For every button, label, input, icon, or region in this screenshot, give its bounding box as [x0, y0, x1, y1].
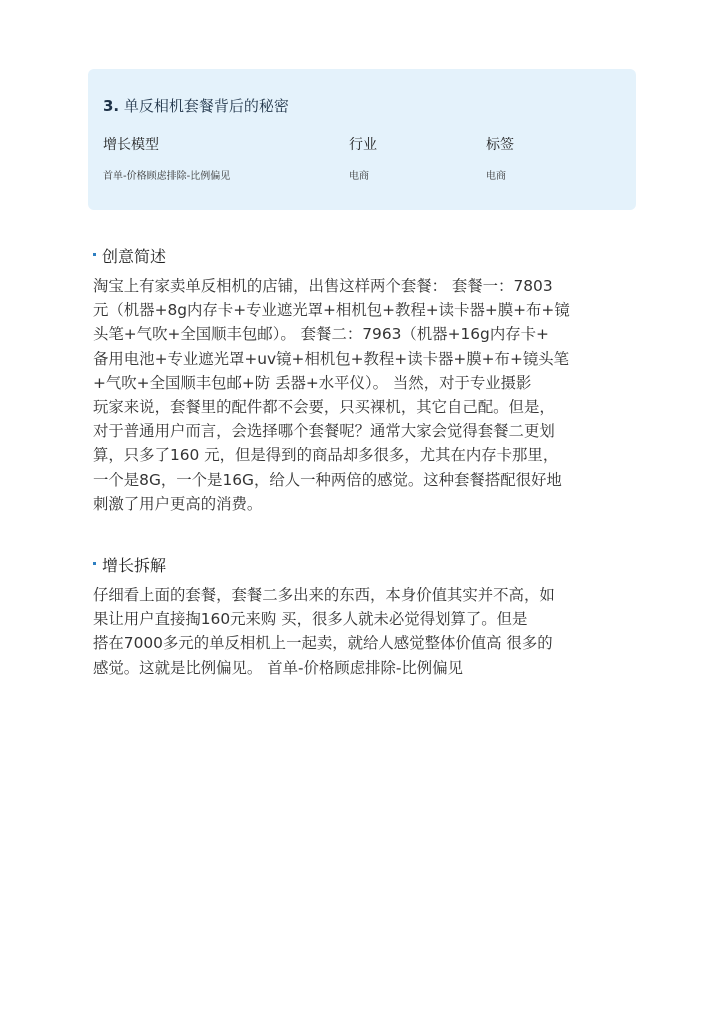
header-industry: 行业 — [349, 137, 377, 153]
paragraph-line: 仔细看上面的套餐，套餐二多出来的东西，本身价值其实并不高，如 — [93, 586, 555, 604]
section-heading-label: 创意简述 — [102, 247, 167, 266]
section-heading-creative-summary — [93, 244, 166, 267]
paragraph-line: 刺激了用户更高的消费。 — [93, 494, 263, 513]
section-heading-growth-breakdown — [93, 553, 166, 576]
header-growth-model: 增长模型 — [103, 137, 159, 153]
section-heading-label: 增长拆解 — [102, 556, 167, 575]
bullet-marker — [93, 562, 96, 565]
card-title-number: 3. — [103, 97, 120, 115]
card-title-text: 单反相机套餐背后的秘密 — [123, 97, 289, 115]
paragraph-line: 淘宝上有家卖单反相机的店铺，出售这样两个套餐： 套餐一：7803 — [93, 277, 553, 295]
card-title — [103, 95, 289, 116]
bullet-marker — [93, 253, 96, 256]
paragraph-line: 搭在7000多元的单反相机上一起卖，就给人感觉整体价值高 很多的 — [93, 634, 553, 653]
paragraph-line: 头笔+气吹+全国顺丰包邮）。 套餐二：7963（机器+16g内存卡+ — [93, 325, 549, 344]
paragraph-creative-summary — [93, 274, 638, 516]
paragraph-growth-breakdown — [93, 583, 638, 680]
paragraph-line: 一个是8G，一个是16G，给人一种两倍的感觉。这种套餐搭配很好地 — [93, 470, 562, 489]
header-tag: 标签 — [486, 137, 514, 153]
paragraph-line: 备用电池+专业遮光罩+uv镜+相机包+教程+读卡器+膜+布+镜头笔 — [93, 349, 570, 368]
value-tag: 电商 — [486, 171, 506, 182]
paragraph-line: 感觉。这就是比例偏见。 首单-价格顾虑排除-比例偏见 — [93, 658, 463, 677]
paragraph-line: 果让用户直接掏160元来购 买，很多人就未必觉得划算了。但是 — [93, 610, 528, 629]
paragraph-line: 玩家来说，套餐里的配件都不会要，只买裸机，其它自己配。但是， — [93, 397, 555, 416]
value-industry: 电商 — [349, 171, 369, 182]
info-card — [88, 69, 636, 210]
paragraph-line: 元（机器+8g内存卡+专业遮光罩+相机包+教程+读卡器+膜+布+镜 — [93, 301, 570, 320]
paragraph-line: 算，只多了160 元，但是得到的商品却多很多，尤其在内存卡那里， — [93, 446, 559, 465]
paragraph-line: +气吹+全国顺丰包邮+防 丢器+水平仪）。 当然，对于专业摄影 — [93, 373, 532, 392]
value-growth-model: 首单-价格顾虑排除-比例偏见 — [103, 171, 231, 182]
paragraph-line: 对于普通用户而言，会选择哪个套餐呢？通常大家会觉得套餐二更划 — [93, 422, 555, 441]
